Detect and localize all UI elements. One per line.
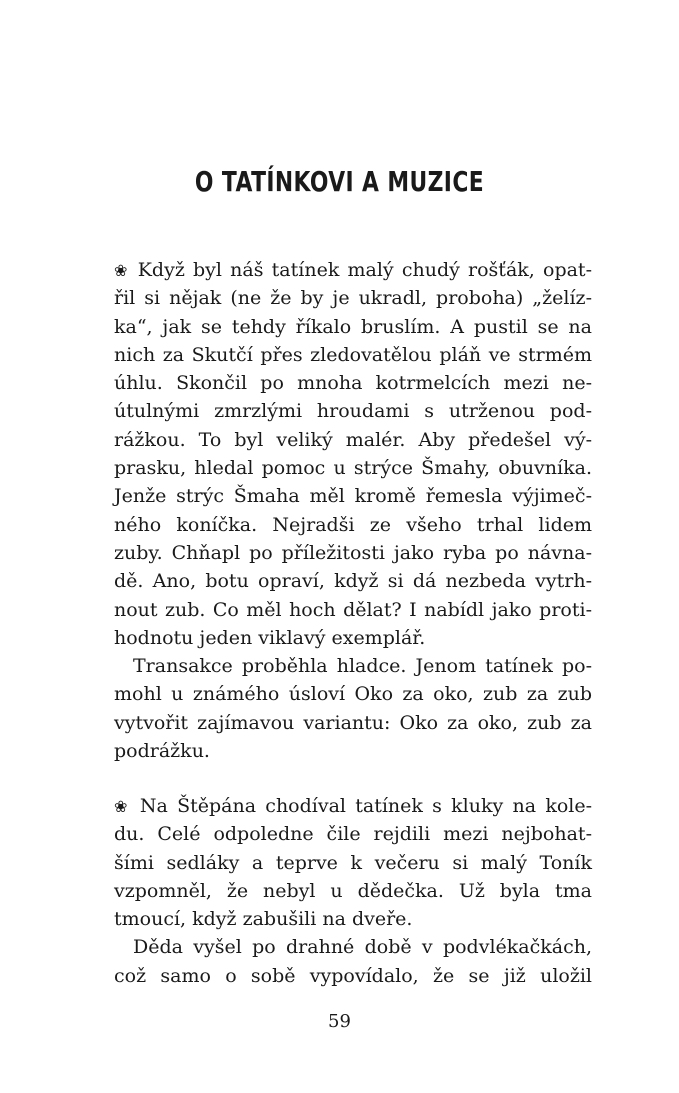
section-1 xyxy=(114,256,592,765)
text-line xyxy=(114,397,592,425)
page-number: 59 xyxy=(328,1011,351,1032)
text-line xyxy=(114,652,592,680)
text-line xyxy=(114,482,592,510)
text-line-content: dě. Ano, botu opraví, když si dá nezbeda vytrh- xyxy=(114,570,592,593)
text-line xyxy=(114,567,592,595)
text-line xyxy=(114,877,592,905)
text-line-content: hodnotu jeden viklavý exemplář. xyxy=(114,626,426,649)
text-line-content: zuby. Chňapl po příležitosti jako ryba po návna- xyxy=(114,541,592,564)
text-line-content: nich za Skutčí přes zledovatělou pláň ve strmém xyxy=(114,343,592,366)
text-line-content: Jenže strýc Šmaha měl kromě řemesla výjimeč- xyxy=(114,485,592,508)
text-line-content: Děda vyšel po drahné době v podvlékačkách, xyxy=(133,936,592,959)
text-line-content: mohl u známého úsloví Oko za oko, zub za zub xyxy=(114,683,592,706)
text-line-content: tmoucí, když zabušili na dveře. xyxy=(114,908,413,931)
text-line xyxy=(114,624,592,652)
text-line-content: rážkou. To byl veliký malér. Aby předešel vý- xyxy=(114,428,592,451)
text-line-content: úhlu. Skončil po mnoha kotrmelcích mezi ne- xyxy=(114,372,592,395)
text-line xyxy=(114,539,592,567)
text-line xyxy=(114,933,592,961)
text-line-content: Na Štěpána chodíval tatínek s kluky na kole- xyxy=(139,795,593,817)
text-line-content: ka“, jak se tehdy říkalo bruslím. A pustil se na xyxy=(114,315,592,338)
text-line xyxy=(114,905,592,933)
text-line xyxy=(114,341,592,369)
text-line xyxy=(114,596,592,624)
text-line xyxy=(114,426,592,454)
text-line xyxy=(114,454,592,482)
text-line xyxy=(114,313,592,341)
text-line-content: šími sedláky a teprve k večeru si malý Toník xyxy=(114,851,592,874)
text-line xyxy=(114,792,592,820)
text-line xyxy=(114,511,592,539)
text-line-content: útulnými zmrzlými hroudami s utrženou pod- xyxy=(114,400,592,423)
section-2 xyxy=(114,792,592,990)
text-line xyxy=(114,849,592,877)
text-line-content: prasku, hledal pomoc u strýce Šmahy, obuvníka. xyxy=(114,457,592,480)
text-line-content: řil si nějak (ne že by je ukradl, proboha) „želíz- xyxy=(114,287,592,310)
flower-ornament-icon: ❀ xyxy=(114,261,130,280)
text-line-content: vytvořit zajímavou variantu: Oko za oko, zub za xyxy=(114,711,592,734)
text-line xyxy=(114,256,592,284)
text-line xyxy=(114,709,592,737)
text-line-content: ného koníčka. Nejradši ze všeho trhal lidem xyxy=(114,513,592,536)
chapter-title: O TATÍNKOVI A MUZICE xyxy=(194,165,485,198)
text-line xyxy=(114,680,592,708)
text-line xyxy=(114,284,592,312)
text-line-content: podrážku. xyxy=(114,740,210,763)
text-line-content: vzpomněl, že nebyl u dědečka. Už byla tma xyxy=(114,879,592,902)
paragraph xyxy=(114,933,592,990)
text-line xyxy=(114,369,592,397)
text-line-content: nout zub. Co měl hoch dělat? I nabídl jako proti- xyxy=(114,598,592,621)
text-line xyxy=(114,962,592,990)
text-line-content: Transakce proběhla hladce. Jenom tatínek po- xyxy=(133,655,592,678)
text-line-content: du. Celé odpoledne čile rejdili mezi nejbohat- xyxy=(114,823,592,846)
text-line xyxy=(114,820,592,848)
paragraph xyxy=(114,792,592,933)
paragraph xyxy=(114,652,592,765)
paragraph xyxy=(114,256,592,652)
text-line xyxy=(114,737,592,765)
flower-ornament-icon: ❀ xyxy=(114,797,131,816)
text-line-content: což samo o sobě vypovídalo, že se již uložil xyxy=(114,964,592,987)
text-line-content: Když byl náš tatínek malý chudý rošťák, opat- xyxy=(137,259,592,281)
